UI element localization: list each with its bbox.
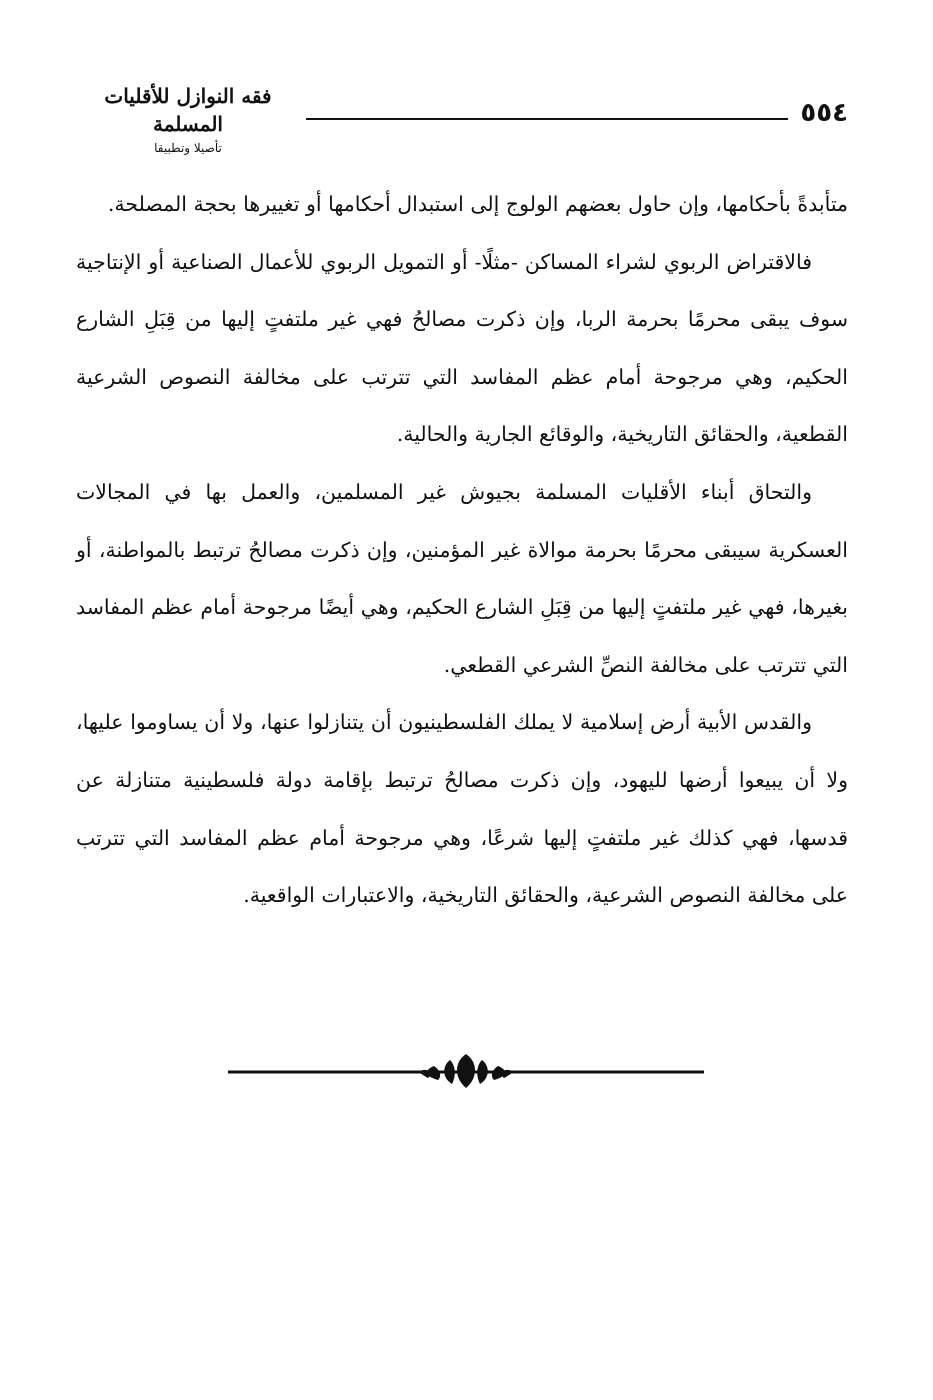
section-end-ornament <box>228 1052 704 1092</box>
header-rule <box>306 118 788 120</box>
paragraph: فالاقتراض الربوي لشراء المساكن -مثلًا- أو التمويل الربوي للأعمال الصناعية أو الإنتاجية سوف يبقى محرمًا بحرمة الربا، وإن ذكرت مصالحُ فهي غير ملتفتٍ إليها من قِبَلِ الشارع الحكيم، وهي مرجوحة أمام عظم المفاسد التي تترتب على مخالفة النصوص الشرعية القطعية، والحقائق التاريخية، والوقائع الجارية والحالية. <box>76 249 848 447</box>
book-title: فقه النوازل للأقليات المسلمة <box>104 84 272 136</box>
page-header <box>78 70 848 155</box>
book-title-logo <box>78 70 298 155</box>
page-number: ٥٥٤ <box>800 98 848 128</box>
paragraph: والقدس الأبية أرض إسلامية لا يملك الفلسطينيون أن يتنازلوا عنها، ولا أن يساوموا عليها، ولا أن يبيعوا أرضها لليهود، وإن ذكرت مصالحُ ترتبط بإقامة دولة فلسطينية متنازلة عن قدسها، فهي كذلك غير ملتفتٍ إليها شرعًا، وهي مرجوحة أمام عظم المفاسد التي تترتب على مخالفة النصوص الشرعية، والحقائق التاريخية، والاعتبارات الواقعية. <box>76 710 848 908</box>
paragraph-continuation: متأبدةً بأحكامها، وإن حاول بعضهم الولوج إلى استبدال أحكامها أو تغييرها بحجة المصلحة. <box>107 192 848 216</box>
main-text <box>76 176 848 925</box>
book-subtitle: تأصيلا وتطبيقا <box>154 141 222 155</box>
paragraph: والتحاق أبناء الأقليات المسلمة بجيوش غير المسلمين، والعمل بها في المجالات العسكرية سيبقى محرمًا بحرمة موالاة غير المؤمنين، وإن ذكرت مصالحُ ترتبط بالمواطنة، أو بغيرها، فهي غير ملتفتٍ إليها من قِبَلِ الشارع الحكيم، وهي أيضًا مرجوحة أمام عظم المفاسد التي تترتب على مخالفة النصِّ الشرعي القطعي. <box>76 479 848 677</box>
